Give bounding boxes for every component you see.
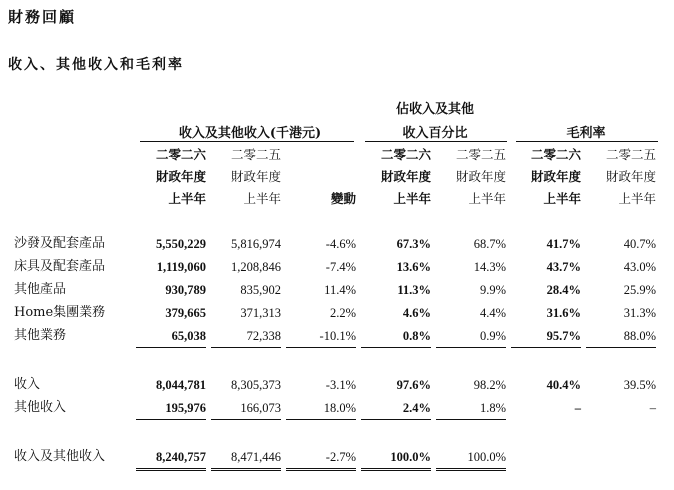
cell-margin-prior: 39.5% [623, 378, 656, 392]
cell-margin-prior: – [649, 401, 656, 415]
cell-pct-prior: 4.4% [479, 306, 506, 320]
row-label: 收入及其他收入 [14, 449, 106, 464]
cell-revenue-prior: 1,208,846 [231, 260, 281, 274]
group-underline-revenue [140, 141, 354, 142]
cell-pct-current: 67.3% [396, 237, 431, 251]
cell-pct-prior: 14.3% [473, 260, 506, 274]
section-title: 收入、其他收入和毛利率 [8, 57, 184, 73]
table-row [0, 325, 674, 347]
group-header-revenue: 收入及其他收入(千港元) [178, 126, 322, 141]
cell-revenue-prior: 835,902 [240, 283, 281, 297]
cell-pct-current: 11.3% [397, 283, 431, 297]
cell-pct-current: 97.6% [396, 378, 431, 392]
header-gm-prev-year: 二零二五 [605, 147, 656, 162]
cell-change: -10.1% [286, 325, 356, 348]
group-underline-margin [516, 141, 658, 142]
row-label: 沙發及配套產品 [14, 236, 106, 251]
cell-pct-prior: 68.7% [473, 237, 506, 251]
cell-revenue-prior: 5,816,974 [231, 237, 281, 251]
header-cur-year: 二零二六 [155, 147, 206, 162]
header-gm-cur-year: 二零二六 [530, 147, 581, 162]
cell-revenue-current: 1,119,060 [156, 260, 206, 274]
cell-pct-prior: 100.0% [436, 446, 506, 471]
table-row [0, 374, 674, 396]
row-label: 收入 [14, 377, 41, 392]
cell-revenue-prior: 72,338 [211, 325, 281, 348]
header-gm-prev-fy: 財政年度 [605, 169, 656, 184]
row-label: 其他產品 [14, 282, 67, 297]
cell-revenue-current: 8,240,757 [136, 446, 206, 471]
cell-revenue-current: 930,789 [165, 283, 206, 297]
cell-revenue-prior: 8,305,373 [231, 378, 281, 392]
cell-pct-current: 100.0% [361, 446, 431, 471]
cell-margin-prior: 40.7% [623, 237, 656, 251]
table-row [0, 302, 674, 324]
cell-margin-prior: 25.9% [623, 283, 656, 297]
row-label: 床具及配套產品 [14, 259, 106, 274]
header-gm-prev-half: 上半年 [618, 191, 656, 206]
header-prev-year: 二零二五 [230, 147, 281, 162]
header-pct-prev-half: 上半年 [468, 191, 506, 206]
cell-change: -3.1% [325, 378, 356, 392]
cell-revenue-current: 379,665 [165, 306, 206, 320]
header-pct-prev-fy: 財政年度 [455, 169, 506, 184]
cell-margin-current: 43.7% [546, 260, 581, 274]
table-row [0, 256, 674, 278]
cell-revenue-current: 8,044,781 [156, 378, 206, 392]
header-pct-cur-year: 二零二六 [380, 147, 431, 162]
cell-pct-prior: 98.2% [473, 378, 506, 392]
header-prev-fy: 財政年度 [230, 169, 281, 184]
group-header-pct-line1: 佔收入及其他 [395, 102, 474, 117]
cell-change: 2.2% [329, 306, 356, 320]
cell-margin-current: 41.7% [546, 237, 581, 251]
header-gm-cur-fy: 財政年度 [530, 169, 581, 184]
table-row [0, 397, 674, 419]
cell-pct-current: 0.8% [361, 325, 431, 348]
header-change: 變動 [330, 191, 356, 206]
table-row-total [0, 446, 674, 468]
cell-margin-prior: 43.0% [623, 260, 656, 274]
cell-margin-current: 95.7% [511, 325, 581, 348]
cell-revenue-prior: 8,471,446 [211, 446, 281, 471]
cell-revenue-prior: 371,313 [240, 306, 281, 320]
row-label: 其他收入 [14, 400, 67, 415]
row-label: 其他業務 [14, 328, 67, 343]
header-gm-cur-half: 上半年 [543, 191, 581, 206]
cell-change: -4.6% [325, 237, 356, 251]
cell-pct-current: 2.4% [361, 397, 431, 420]
cell-change: 11.4% [324, 283, 356, 297]
cell-margin-prior: 88.0% [586, 325, 656, 348]
cell-pct-current: 4.6% [402, 306, 431, 320]
header-cur-fy: 財政年度 [155, 169, 206, 184]
cell-revenue-current: 195,976 [136, 397, 206, 420]
header-pct-cur-fy: 財政年度 [380, 169, 431, 184]
group-underline-pct [365, 141, 507, 142]
header-prev-half: 上半年 [243, 191, 281, 206]
page-title: 財務回顧 [8, 8, 77, 26]
cell-change: -7.4% [325, 260, 356, 274]
table-row [0, 233, 674, 255]
group-header-margin: 毛利率 [566, 126, 606, 141]
cell-revenue-current: 65,038 [136, 325, 206, 348]
table-row [0, 279, 674, 301]
cell-margin-current: 31.6% [546, 306, 581, 320]
header-cur-half: 上半年 [168, 191, 206, 206]
cell-pct-prior: 9.9% [479, 283, 506, 297]
header-pct-cur-half: 上半年 [393, 191, 431, 206]
header-pct-prev-year: 二零二五 [455, 147, 506, 162]
cell-margin-current: 40.4% [546, 378, 581, 392]
cell-revenue-current: 5,550,229 [156, 237, 206, 251]
cell-change: -2.7% [286, 446, 356, 471]
cell-margin-prior: 31.3% [623, 306, 656, 320]
cell-margin-current: – [574, 401, 581, 415]
cell-pct-current: 13.6% [396, 260, 431, 274]
row-label: Home集團業務 [14, 305, 106, 320]
cell-pct-prior: 1.8% [436, 397, 506, 420]
group-header-pct-line2: 收入百分比 [402, 126, 468, 141]
cell-margin-current: 28.4% [546, 283, 581, 297]
cell-change: 18.0% [286, 397, 356, 420]
cell-revenue-prior: 166,073 [211, 397, 281, 420]
cell-pct-prior: 0.9% [436, 325, 506, 348]
